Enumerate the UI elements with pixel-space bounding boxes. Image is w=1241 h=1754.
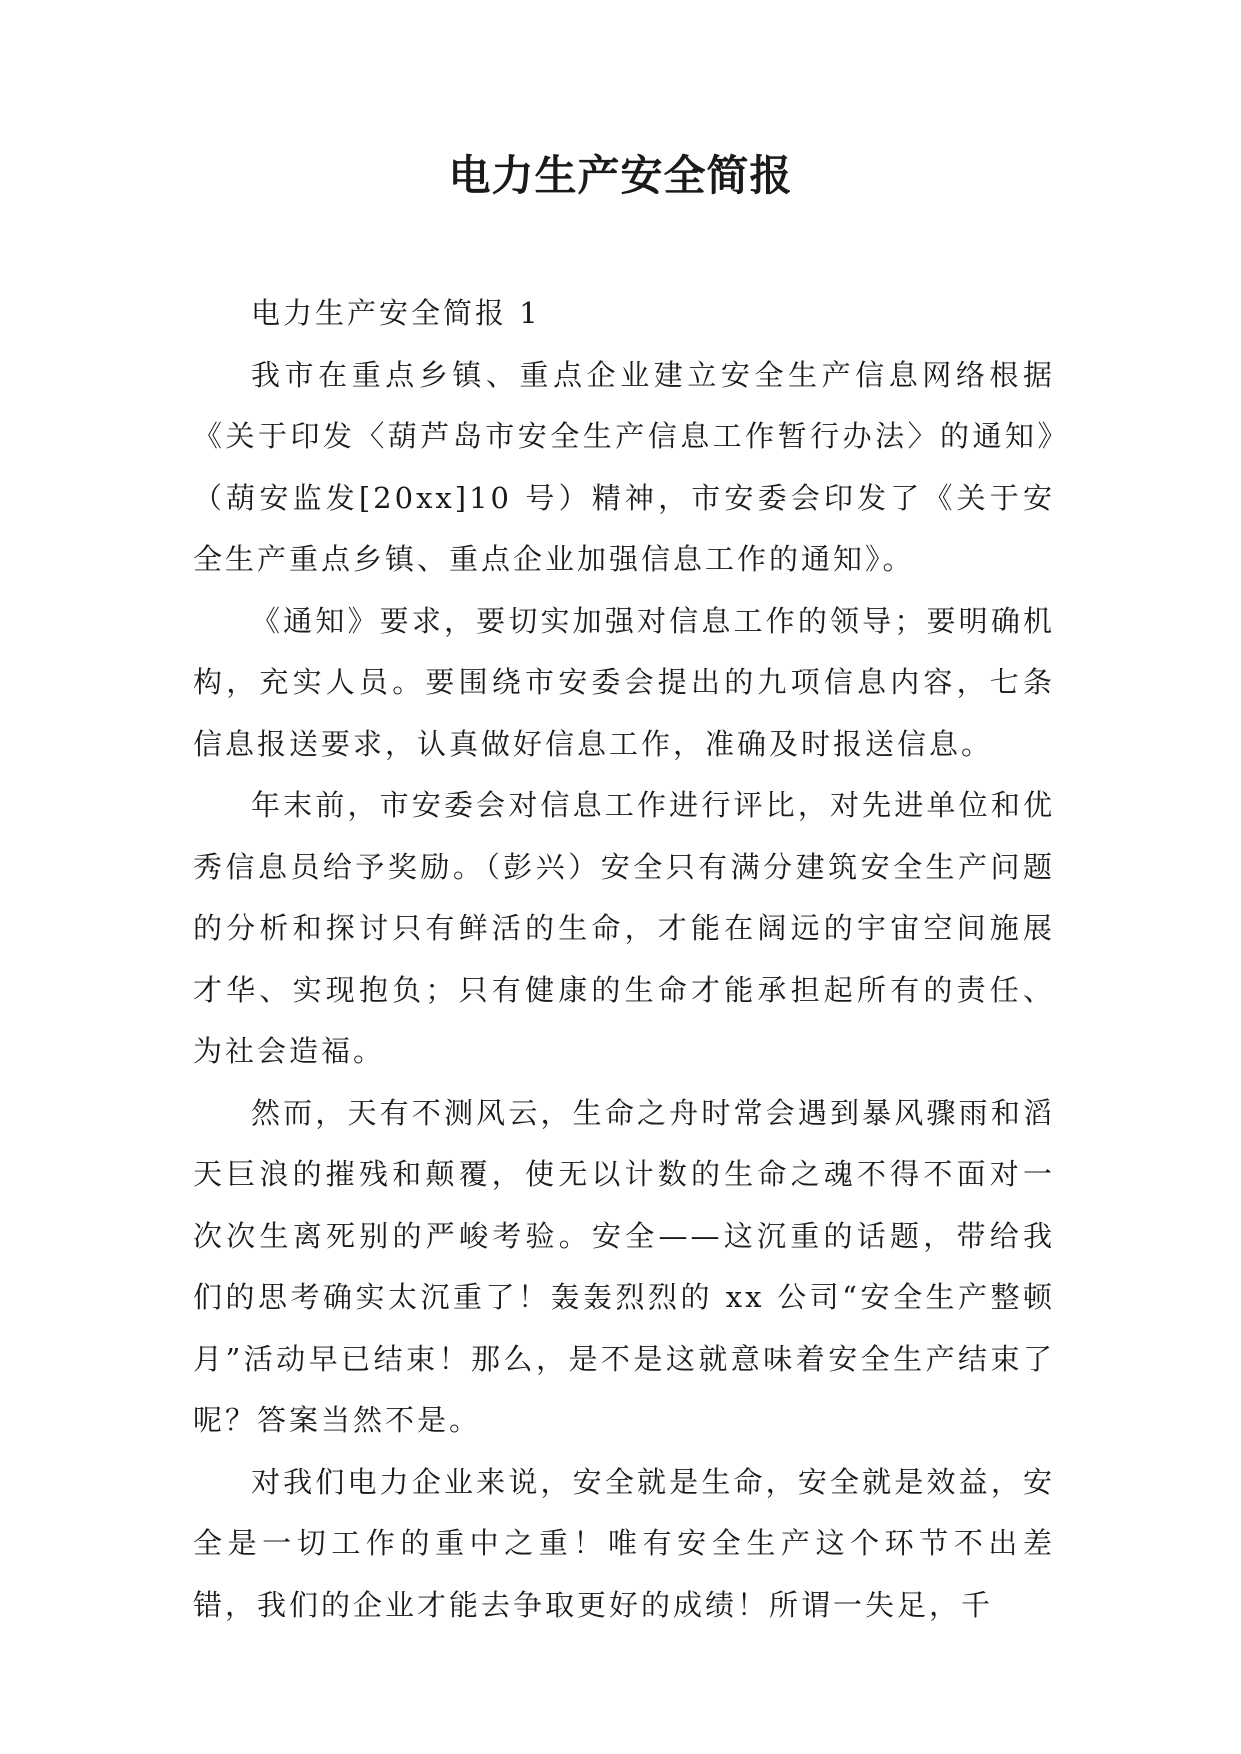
body-paragraph: 我市在重点乡镇、重点企业建立安全生产信息网络根据《关于印发〈葫芦岛市安全生产信息工作暂行办法〉的通知》（葫安监发[20xx]10 号）精神，市安委会印发了《关于安全生产重点乡镇、重点企业加强信息工作的通知》。 (193, 357, 1055, 576)
body-paragraph: 年末前，市安委会对信息工作进行评比，对先进单位和优秀信息员给予奖励。（彭兴）安全只有满分建筑安全生产问题的分析和探讨只有鲜活的生命，才能在阔远的宇宙空间施展才华、实现抱负；只有健康的生命才能承担起所有的责任、为社会造福。 (193, 788, 1055, 1068)
body-paragraph: 然而，天有不测风云，生命之舟时常会遇到暴风骤雨和滔天巨浪的摧残和颠覆，使无以计数的生命之魂不得不面对一次次生离死别的严峻考验。安全——这沉重的话题，带给我们的思考确实太沉重了！轰轰烈烈的 xx 公司“安全生产整顿月”活动早已结束！那么，是不是这就意味着安全生产结束了呢？答案当然不是。 (193, 1095, 1055, 1437)
body-paragraph: 对我们电力企业来说，安全就是生命，安全就是效益，安全是一切工作的重中之重！唯有安全生产这个环节不出差错，我们的企业才能去争取更好的成绩！所谓一失足，千 (193, 1464, 1055, 1622)
document-title: 电力生产安全简报 (448, 151, 793, 200)
body-paragraph: 《通知》要求，要切实加强对信息工作的领导；要明确机构，充实人员。要围绕市安委会提出的九项信息内容，七条信息报送要求，认真做好信息工作，准确及时报送信息。 (193, 603, 1055, 761)
subtitle-paragraph: 电力生产安全简报 1 (251, 296, 541, 330)
document-body (193, 283, 1055, 1636)
